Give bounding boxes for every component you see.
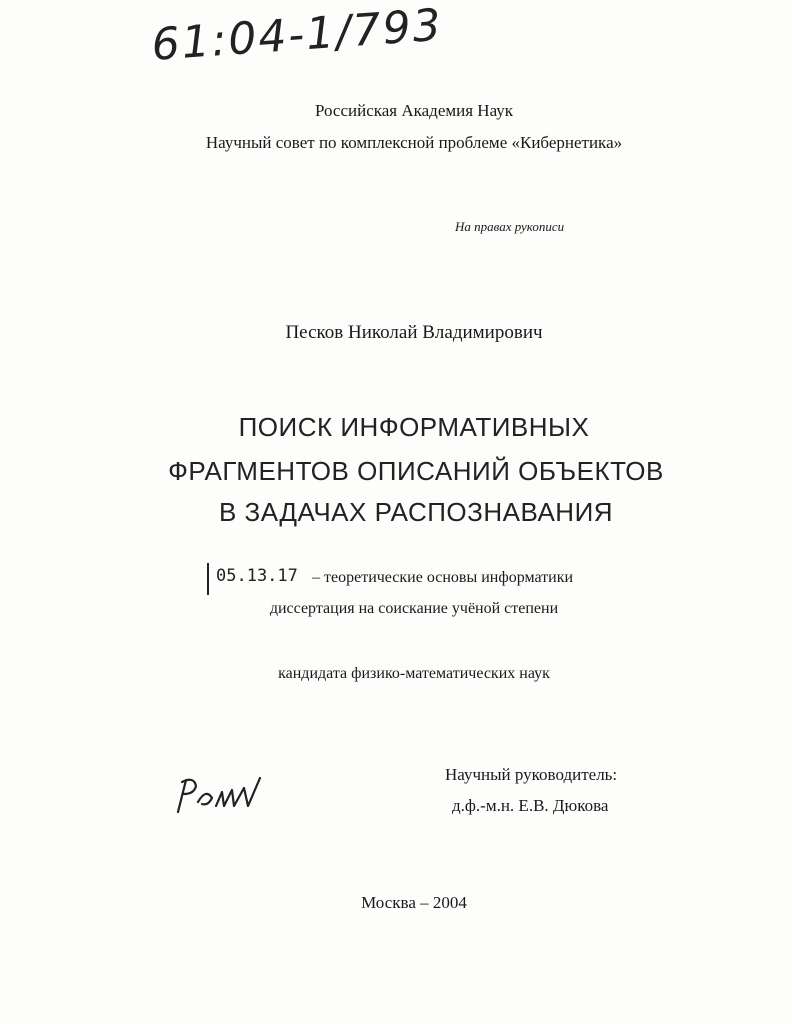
title-line-1: ПОИСК ИНФОРМАТИВНЫХ	[238, 412, 590, 442]
degree-line-1: диссертация на соискание учёной степени	[269, 600, 559, 617]
city-year: Москва – 2004	[361, 893, 467, 912]
academy-name: Российская Академия Наук	[314, 101, 514, 120]
manuscript-note: На правах рукописи	[455, 219, 565, 234]
specialty-description: – теоретические основы информатики	[312, 569, 574, 586]
supervisor-label: Научный руководитель:	[445, 765, 618, 784]
title-line-3: В ЗАДАЧАХ РАСПОЗНАВАНИЯ	[218, 497, 614, 527]
archive-code-handwritten: 61:04-1/793	[150, 0, 445, 71]
author-name: Песков Николай Владимирович	[285, 322, 543, 343]
title-line-2: ФРАГМЕНТОВ ОПИСАНИЙ ОБЪЕКТОВ	[168, 456, 664, 486]
specialty-code: 05.13.17	[216, 566, 298, 586]
signature-handwritten	[172, 772, 268, 820]
supervisor-name: д.ф.-м.н. Е.В. Дюкова	[452, 796, 609, 815]
degree-line-2: кандидата физико-математических наук	[278, 665, 550, 682]
council-name: Научный совет по комплексной проблеме «Кибернетика»	[205, 133, 623, 152]
specialty-margin-bar	[207, 563, 209, 595]
